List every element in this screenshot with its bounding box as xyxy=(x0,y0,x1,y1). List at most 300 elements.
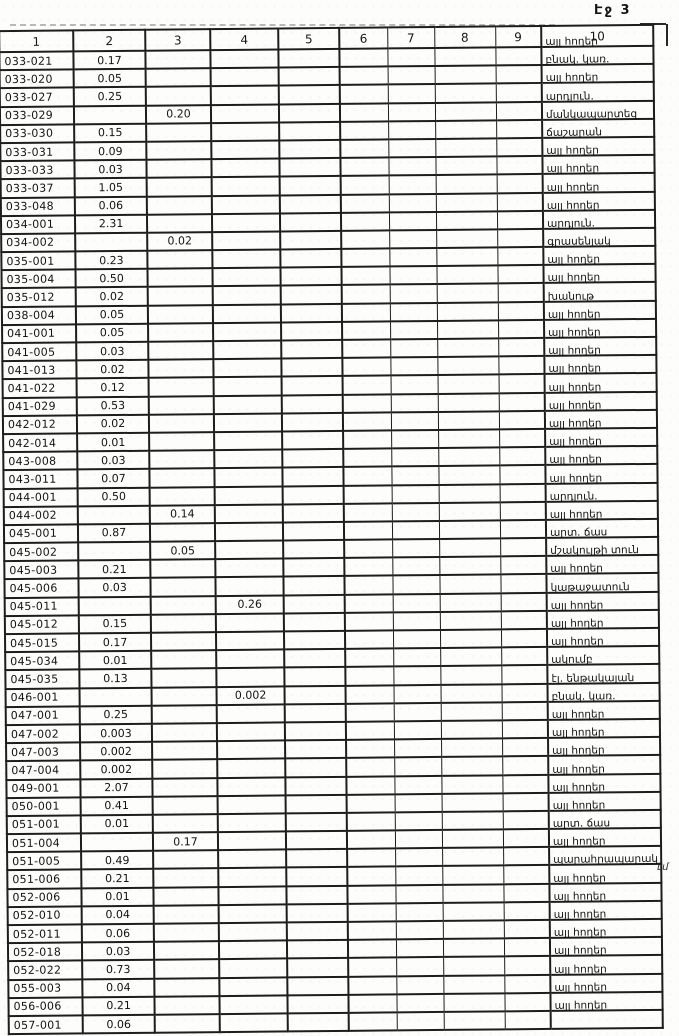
empty-cell-6 xyxy=(344,521,392,540)
area-value-cell-3 xyxy=(146,86,211,105)
parcel-code-cell: 033-021 xyxy=(0,51,74,70)
empty-cell-9 xyxy=(504,993,550,1012)
empty-cell-5 xyxy=(279,140,340,159)
parcel-code-cell: 045-034 xyxy=(5,652,79,671)
empty-cell-7 xyxy=(388,139,435,158)
area-value-cell-4 xyxy=(214,431,282,450)
parcel-code-cell: 033-033 xyxy=(0,161,74,180)
parcel-code-cell: 043-011 xyxy=(3,470,77,489)
area-value-cell-4 xyxy=(213,286,281,305)
area-value-cell-2: 0.13 xyxy=(79,669,151,688)
area-value-cell-4 xyxy=(217,741,285,760)
area-value-cell-3 xyxy=(148,323,213,342)
empty-cell-6 xyxy=(343,467,391,486)
empty-cell-7 xyxy=(390,321,437,340)
area-value-cell-2 xyxy=(81,833,153,852)
area-value-cell-2: 0.12 xyxy=(77,378,149,397)
empty-cell-6 xyxy=(346,703,394,722)
area-value-cell-4 xyxy=(215,504,283,523)
area-value-cell-2: 0.002 xyxy=(80,760,152,779)
area-value-cell-4 xyxy=(218,886,286,905)
area-value-cell-3 xyxy=(151,632,216,651)
empty-cell-8 xyxy=(440,666,501,685)
area-value-cell-3 xyxy=(150,523,215,542)
empty-cell-8 xyxy=(440,629,501,648)
empty-cell-7 xyxy=(392,575,439,594)
empty-cell-5 xyxy=(285,722,346,741)
empty-cell-8 xyxy=(435,120,496,139)
area-value-cell-4 xyxy=(218,868,286,887)
area-value-cell-2: 0.01 xyxy=(77,433,149,452)
area-value-cell-3 xyxy=(149,377,214,396)
land-use-label: այլ հողեր xyxy=(549,508,603,521)
empty-cell-7 xyxy=(390,357,437,376)
margin-note: էմ xyxy=(657,862,669,873)
empty-cell-7 xyxy=(393,612,440,631)
area-value-cell-2: 0.21 xyxy=(81,869,153,888)
area-value-cell-2 xyxy=(75,233,147,252)
area-value-cell-3 xyxy=(154,978,219,997)
area-value-cell-4 xyxy=(218,831,286,850)
empty-cell-6 xyxy=(346,740,394,759)
parcel-code-cell: 035-001 xyxy=(1,251,75,270)
empty-cell-9 xyxy=(499,465,545,484)
empty-cell-6 xyxy=(347,830,395,849)
empty-cell-5 xyxy=(287,976,348,995)
empty-cell-8 xyxy=(435,138,496,157)
empty-cell-6 xyxy=(343,430,391,449)
empty-cell-8 xyxy=(440,593,501,612)
area-value-cell-4 xyxy=(215,541,283,560)
empty-cell-9 xyxy=(498,283,544,302)
parcel-code-cell: 055-003 xyxy=(8,979,82,998)
empty-cell-5 xyxy=(284,685,345,704)
parcel-code-cell: 033-031 xyxy=(0,142,74,161)
empty-cell-7 xyxy=(393,685,440,704)
empty-cell-6 xyxy=(339,48,387,67)
area-value-cell-4 xyxy=(211,104,279,123)
empty-cell-8 xyxy=(443,993,504,1012)
area-value-cell-4 xyxy=(211,86,279,105)
land-use-label: բնակ. կառ. xyxy=(545,53,610,67)
empty-cell-9 xyxy=(499,374,545,393)
area-value-cell-4 xyxy=(210,49,278,68)
empty-cell-8 xyxy=(438,447,499,466)
empty-cell-5 xyxy=(278,49,339,68)
parcel-code-cell: 052-010 xyxy=(8,906,82,925)
area-value-cell-2: 0.53 xyxy=(77,396,149,415)
parcel-code-cell: 042-014 xyxy=(3,433,77,452)
empty-cell-9 xyxy=(501,665,547,684)
empty-cell-9 xyxy=(500,483,546,502)
empty-cell-7 xyxy=(396,903,443,922)
land-use-label: այլ հողեր xyxy=(545,71,599,85)
empty-cell-9 xyxy=(505,1011,551,1030)
parcel-code-cell: 044-002 xyxy=(4,506,78,525)
column-header-10: 10 xyxy=(541,25,653,47)
parcel-code-cell: 047-003 xyxy=(6,743,80,762)
area-value-cell-2: 0.73 xyxy=(82,960,154,979)
land-use-label: այլ հողեր xyxy=(554,944,607,958)
empty-cell-5 xyxy=(286,831,347,850)
empty-cell-7 xyxy=(395,794,442,813)
empty-cell-6 xyxy=(340,85,388,104)
land-use-label: այլ հողեր xyxy=(549,435,602,449)
land-use-label: այլ հողեր xyxy=(549,471,603,485)
land-use-label: այլ հողեր xyxy=(548,417,602,430)
empty-cell-5 xyxy=(279,122,340,141)
area-value-cell-2: 0.50 xyxy=(78,487,150,506)
empty-cell-8 xyxy=(442,793,503,812)
empty-cell-5 xyxy=(284,649,345,668)
area-value-cell-2: 0.01 xyxy=(81,887,153,906)
empty-cell-8 xyxy=(436,229,497,248)
empty-cell-9 xyxy=(499,411,545,430)
area-value-cell-2: 2.31 xyxy=(75,214,147,233)
empty-cell-5 xyxy=(280,249,341,268)
area-value-cell-2: 0.87 xyxy=(78,524,150,543)
area-value-cell-3 xyxy=(152,778,217,797)
parcel-code-cell: 041-005 xyxy=(2,342,76,361)
empty-cell-8 xyxy=(441,738,502,757)
land-use-label: արդյուն. xyxy=(545,90,594,103)
area-value-cell-2: 0.01 xyxy=(81,815,153,834)
empty-cell-9 xyxy=(500,502,546,521)
area-value-cell-3 xyxy=(148,341,213,360)
area-value-cell-4 xyxy=(215,522,283,541)
area-value-cell-2: 0.15 xyxy=(79,615,151,634)
empty-cell-7 xyxy=(387,48,434,67)
area-value-cell-3 xyxy=(151,668,216,687)
empty-cell-7 xyxy=(395,812,442,831)
land-use-label: այլ հողեր xyxy=(548,344,601,358)
empty-cell-7 xyxy=(389,248,436,267)
empty-cell-7 xyxy=(394,739,441,758)
empty-cell-9 xyxy=(496,65,542,84)
area-value-cell-2: 2.07 xyxy=(80,778,152,797)
empty-cell-6 xyxy=(340,121,388,140)
empty-cell-6 xyxy=(341,194,389,213)
parcel-code-cell: 041-022 xyxy=(3,379,77,398)
land-use-label: այլ հողեր xyxy=(546,199,600,212)
area-value-cell-4 xyxy=(212,195,280,214)
empty-cell-7 xyxy=(396,957,443,976)
empty-cell-7 xyxy=(394,721,441,740)
empty-cell-6 xyxy=(341,267,389,286)
empty-cell-7 xyxy=(392,484,439,503)
empty-cell-8 xyxy=(442,811,503,830)
area-value-cell-3: 0.05 xyxy=(150,541,215,560)
empty-cell-9 xyxy=(498,356,544,375)
empty-cell-8 xyxy=(435,66,496,85)
area-value-cell-3 xyxy=(153,814,218,833)
area-value-cell-2: 0.02 xyxy=(76,360,148,379)
empty-cell-8 xyxy=(443,920,504,939)
area-value-cell-4 xyxy=(216,650,284,669)
area-value-cell-2: 0.003 xyxy=(80,724,152,743)
empty-cell-7 xyxy=(397,1012,444,1031)
area-value-cell-2: 0.03 xyxy=(76,342,148,361)
parcel-code-cell: 047-004 xyxy=(6,761,80,780)
parcel-code-cell: 047-001 xyxy=(6,706,80,725)
empty-cell-7 xyxy=(388,103,435,122)
area-value-cell-4 xyxy=(219,959,287,978)
empty-cell-5 xyxy=(282,467,343,486)
parcel-code-cell: 046-001 xyxy=(6,688,80,707)
area-value-cell-3 xyxy=(152,705,217,724)
empty-cell-6 xyxy=(342,303,390,322)
empty-cell-8 xyxy=(435,157,496,176)
page-number-label: Էջ 3 xyxy=(594,3,632,18)
empty-cell-5 xyxy=(281,304,342,323)
land-use-label: այլ հողեր xyxy=(549,453,602,467)
empty-cell-6 xyxy=(345,667,393,686)
empty-cell-5 xyxy=(281,358,342,377)
empty-cell-7 xyxy=(390,303,437,322)
empty-cell-5 xyxy=(281,285,342,304)
land-use-label: բնակ. կառ. xyxy=(551,690,616,703)
empty-cell-6 xyxy=(341,212,389,231)
empty-cell-5 xyxy=(279,103,340,122)
area-value-cell-4 xyxy=(219,922,287,941)
parcel-code-cell: 047-002 xyxy=(6,724,80,743)
area-value-cell-2: 0.03 xyxy=(74,160,146,179)
empty-cell-9 xyxy=(498,302,544,321)
empty-cell-8 xyxy=(439,520,500,539)
land-use-label: պարահրապարակ xyxy=(553,853,659,867)
parcel-code-cell: 045-035 xyxy=(5,670,79,689)
area-value-cell-3 xyxy=(148,305,213,324)
empty-cell-9 xyxy=(498,338,544,357)
parcel-code-cell: 045-006 xyxy=(4,579,78,598)
empty-cell-9 xyxy=(496,102,542,121)
empty-cell-5 xyxy=(287,922,348,941)
empty-cell-6 xyxy=(343,412,391,431)
area-value-cell-2 xyxy=(78,542,150,561)
land-use-label: այլ հողեր xyxy=(553,908,607,921)
empty-cell-7 xyxy=(391,466,438,485)
empty-cell-5 xyxy=(280,194,341,213)
land-use-label: այլ հողեր xyxy=(548,326,601,339)
empty-cell-8 xyxy=(440,648,501,667)
empty-cell-7 xyxy=(392,557,439,576)
area-value-cell-3 xyxy=(147,250,212,269)
empty-cell-9 xyxy=(497,247,543,266)
area-value-cell-2: 0.05 xyxy=(76,305,148,324)
area-value-cell-3 xyxy=(147,196,212,215)
empty-cell-9 xyxy=(503,865,549,884)
area-value-cell-4 xyxy=(217,704,285,723)
scan-artifact-corner xyxy=(666,24,668,46)
empty-cell-9 xyxy=(504,902,550,921)
empty-cell-9 xyxy=(499,392,545,411)
area-value-cell-2: 0.06 xyxy=(83,1015,155,1034)
empty-cell-8 xyxy=(441,775,502,794)
area-value-cell-4 xyxy=(214,377,282,396)
column-header-2: 2 xyxy=(73,30,145,52)
area-value-cell-3 xyxy=(149,468,214,487)
land-use-label: այլ հողեր xyxy=(546,144,599,158)
empty-cell-7 xyxy=(396,975,443,994)
area-value-cell-2 xyxy=(74,105,146,124)
area-value-cell-2: 0.49 xyxy=(81,851,153,870)
parcel-code-cell: 052-006 xyxy=(7,888,81,907)
empty-cell-6 xyxy=(340,67,388,86)
area-value-cell-3 xyxy=(152,759,217,778)
parcel-code-cell: 033-027 xyxy=(0,88,74,107)
area-value-cell-2: 0.07 xyxy=(77,469,149,488)
parcel-code-cell: 041-001 xyxy=(2,324,76,343)
area-value-cell-2 xyxy=(79,596,151,615)
empty-cell-6 xyxy=(340,158,388,177)
parcel-code-cell: 052-022 xyxy=(8,961,82,980)
area-value-cell-2: 0.21 xyxy=(82,996,154,1015)
area-value-cell-3: 0.02 xyxy=(147,232,212,251)
land-use-label: արտ. ճաս xyxy=(549,526,608,539)
parcel-code-cell: 051-006 xyxy=(7,870,81,889)
area-value-cell-4 xyxy=(213,340,281,359)
land-use-label: այլ հողեր xyxy=(554,999,608,1012)
area-value-cell-4 xyxy=(219,904,287,923)
land-use-label: մանկապարտեզ xyxy=(545,107,638,121)
empty-cell-8 xyxy=(441,757,502,776)
parcel-code-cell: 033-020 xyxy=(0,70,74,89)
area-value-cell-3: 0.14 xyxy=(150,505,215,524)
empty-cell-9 xyxy=(496,156,542,175)
area-value-cell-4 xyxy=(212,268,280,287)
land-use-label: արդյուն. xyxy=(547,217,596,230)
empty-cell-5 xyxy=(280,213,341,232)
area-value-cell-3 xyxy=(146,123,211,142)
empty-cell-7 xyxy=(389,266,436,285)
empty-cell-5 xyxy=(282,394,343,413)
empty-cell-9 xyxy=(501,629,547,648)
empty-cell-7 xyxy=(391,375,438,394)
empty-cell-7 xyxy=(394,703,441,722)
area-value-cell-4 xyxy=(218,795,286,814)
land-use-label: այլ հողեր xyxy=(548,362,602,376)
area-value-cell-2: 0.09 xyxy=(74,142,146,161)
area-value-cell-4 xyxy=(212,177,280,196)
land-use-label: այլ հողեր xyxy=(553,871,606,885)
empty-cell-8 xyxy=(443,957,504,976)
empty-cell-5 xyxy=(284,631,345,650)
land-use-label: այլ հողեր xyxy=(546,180,600,194)
area-value-cell-4 xyxy=(214,413,282,432)
empty-cell-9 xyxy=(501,611,547,630)
area-value-cell-4 xyxy=(212,250,280,269)
empty-cell-7 xyxy=(388,121,435,140)
empty-cell-8 xyxy=(438,429,499,448)
empty-cell-6 xyxy=(343,376,391,395)
column-header-8: 8 xyxy=(434,26,495,48)
empty-cell-7 xyxy=(395,866,442,885)
empty-cell-6 xyxy=(341,248,389,267)
empty-cell-7 xyxy=(393,666,440,685)
area-value-cell-3 xyxy=(154,959,219,978)
empty-cell-5 xyxy=(283,540,344,559)
table-body xyxy=(0,35,663,1034)
area-value-cell-3 xyxy=(151,614,216,633)
empty-cell-8 xyxy=(440,611,501,630)
empty-cell-9 xyxy=(500,520,546,539)
parcel-code-cell: 051-005 xyxy=(7,852,81,871)
area-value-cell-4 xyxy=(214,395,282,414)
empty-cell-9 xyxy=(497,192,543,211)
area-value-cell-2: 0.05 xyxy=(74,69,146,88)
empty-cell-8 xyxy=(439,484,500,503)
land-use-label: այլ հողեր xyxy=(554,981,608,994)
area-value-cell-3 xyxy=(146,68,211,87)
empty-cell-9 xyxy=(504,920,550,939)
empty-cell-5 xyxy=(283,504,344,523)
empty-cell-6 xyxy=(348,940,396,959)
land-use-label: արդյուն. xyxy=(549,490,598,503)
empty-cell-7 xyxy=(393,648,440,667)
area-value-cell-3: 0.20 xyxy=(146,105,211,124)
empty-cell-8 xyxy=(439,557,500,576)
area-value-cell-3 xyxy=(153,869,218,888)
empty-cell-8 xyxy=(442,829,503,848)
empty-cell-9 xyxy=(500,538,546,557)
parcel-code-cell: 044-001 xyxy=(4,488,78,507)
empty-cell-7 xyxy=(392,521,439,540)
area-value-cell-2: 0.41 xyxy=(81,796,153,815)
land-use-label: ճաշարան xyxy=(546,126,603,139)
empty-cell-5 xyxy=(285,776,346,795)
area-value-cell-3 xyxy=(154,905,219,924)
area-value-cell-3 xyxy=(154,923,219,942)
parcel-code-cell: 045-001 xyxy=(4,524,78,543)
parcel-code-cell: 033-048 xyxy=(1,197,75,216)
parcel-code-cell: 049-001 xyxy=(6,779,80,798)
empty-cell-6 xyxy=(347,812,395,831)
empty-cell-6 xyxy=(342,285,390,304)
empty-cell-6 xyxy=(349,1012,397,1031)
empty-cell-8 xyxy=(437,357,498,376)
empty-cell-5 xyxy=(282,376,343,395)
area-value-cell-3 xyxy=(150,578,215,597)
column-header-3: 3 xyxy=(145,29,210,51)
empty-cell-7 xyxy=(393,630,440,649)
empty-cell-9 xyxy=(502,756,548,775)
empty-cell-9 xyxy=(495,47,541,66)
empty-cell-6 xyxy=(345,630,393,649)
area-value-cell-4 xyxy=(218,813,286,832)
empty-cell-9 xyxy=(497,265,543,284)
empty-cell-5 xyxy=(286,867,347,886)
land-use-label: այլ հողեր xyxy=(552,762,605,776)
empty-cell-9 xyxy=(496,83,542,102)
empty-cell-8 xyxy=(442,884,503,903)
empty-cell-7 xyxy=(389,212,436,231)
land-parcel-table xyxy=(0,24,664,1035)
area-value-cell-3 xyxy=(146,159,211,178)
area-value-cell-4 xyxy=(220,1013,288,1032)
area-value-cell-4 xyxy=(217,759,285,778)
empty-cell-7 xyxy=(393,594,440,613)
land-use-label: արտ. ճաս xyxy=(552,817,611,830)
empty-cell-5 xyxy=(282,431,343,450)
area-value-cell-4 xyxy=(219,995,287,1014)
empty-cell-7 xyxy=(394,757,441,776)
empty-cell-8 xyxy=(436,247,497,266)
empty-cell-5 xyxy=(287,940,348,959)
empty-cell-9 xyxy=(503,811,549,830)
empty-cell-9 xyxy=(499,447,545,466)
land-use-label: այլ հողեր xyxy=(546,162,600,176)
empty-cell-7 xyxy=(396,921,443,940)
